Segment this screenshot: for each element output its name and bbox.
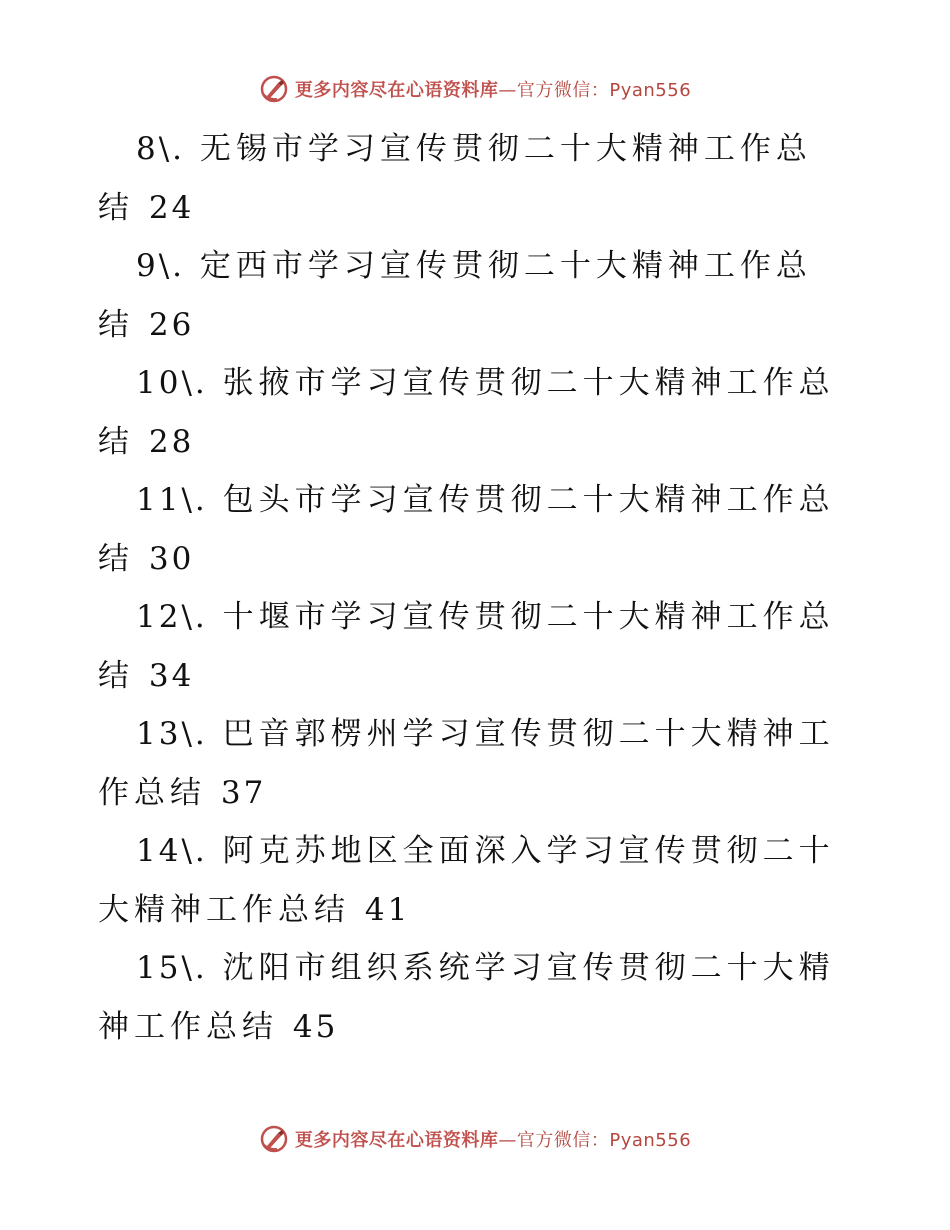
toc-item-title: 张掖市学习宣传贯彻二十大精神工作总结 bbox=[98, 365, 835, 460]
toc-item-page: 45 bbox=[292, 1008, 339, 1045]
toc-item-title: 定西市学习宣传贯彻二十大精神工作总结 bbox=[98, 248, 812, 343]
toc-item-number: 11\. bbox=[136, 482, 208, 518]
toc-item-number: 14\. bbox=[136, 833, 208, 869]
toc-item-title: 包头市学习宣传贯彻二十大精神工作总结 bbox=[98, 482, 835, 577]
footer-watermark bbox=[0, 1122, 950, 1156]
watermark-text bbox=[295, 1126, 691, 1152]
toc-item bbox=[98, 705, 838, 822]
watermark-wechat-id: Pyan556 bbox=[609, 1130, 692, 1151]
toc-item bbox=[98, 354, 838, 471]
toc-item-number: 10\. bbox=[136, 365, 208, 401]
toc-item-page: 37 bbox=[220, 774, 267, 811]
toc-item-number: 13\. bbox=[136, 716, 208, 752]
toc-item-number: 12\. bbox=[136, 599, 208, 635]
watermark-brand: 更多内容尽在心语资料库 bbox=[294, 80, 499, 101]
toc-item bbox=[98, 120, 838, 237]
pen-logo-icon bbox=[259, 1124, 289, 1154]
pen-logo-icon bbox=[259, 74, 289, 104]
watermark-suffix: 官方微信： bbox=[516, 80, 610, 101]
toc-item-title: 阿克苏地区全面深入学习宣传贯彻二十大精神工作总结 bbox=[98, 833, 835, 928]
toc-item-page: 28 bbox=[148, 423, 195, 460]
toc-item-title: 沈阳市组织系统学习宣传贯彻二十大精神工作总结 bbox=[98, 950, 835, 1045]
toc-item bbox=[98, 588, 838, 705]
toc-item-number: 9\. bbox=[136, 248, 186, 284]
toc-item-page: 34 bbox=[148, 657, 195, 694]
toc-item-page: 30 bbox=[148, 540, 195, 577]
watermark-wechat-id: Pyan556 bbox=[609, 80, 692, 101]
watermark-separator: — bbox=[498, 80, 517, 101]
toc-item-number: 15\. bbox=[136, 950, 208, 986]
watermark-text bbox=[295, 76, 691, 102]
toc-item-page: 24 bbox=[148, 189, 195, 226]
toc-item-title: 无锡市学习宣传贯彻二十大精神工作总结 bbox=[98, 131, 812, 226]
table-of-contents bbox=[98, 120, 838, 1056]
watermark-suffix: 官方微信： bbox=[516, 1130, 610, 1151]
toc-item bbox=[98, 471, 838, 588]
toc-item-title: 巴音郭楞州学习宣传贯彻二十大精神工作总结 bbox=[98, 716, 835, 811]
watermark-brand: 更多内容尽在心语资料库 bbox=[294, 1130, 499, 1151]
toc-item-page: 26 bbox=[148, 306, 195, 343]
toc-item-title: 十堰市学习宣传贯彻二十大精神工作总结 bbox=[98, 599, 835, 694]
toc-item bbox=[98, 237, 838, 354]
toc-item bbox=[98, 822, 838, 939]
toc-item bbox=[98, 939, 838, 1056]
toc-item-page: 41 bbox=[364, 891, 411, 928]
toc-item-number: 8\. bbox=[136, 131, 186, 167]
watermark-separator: — bbox=[498, 1130, 517, 1151]
header-watermark bbox=[0, 72, 950, 106]
